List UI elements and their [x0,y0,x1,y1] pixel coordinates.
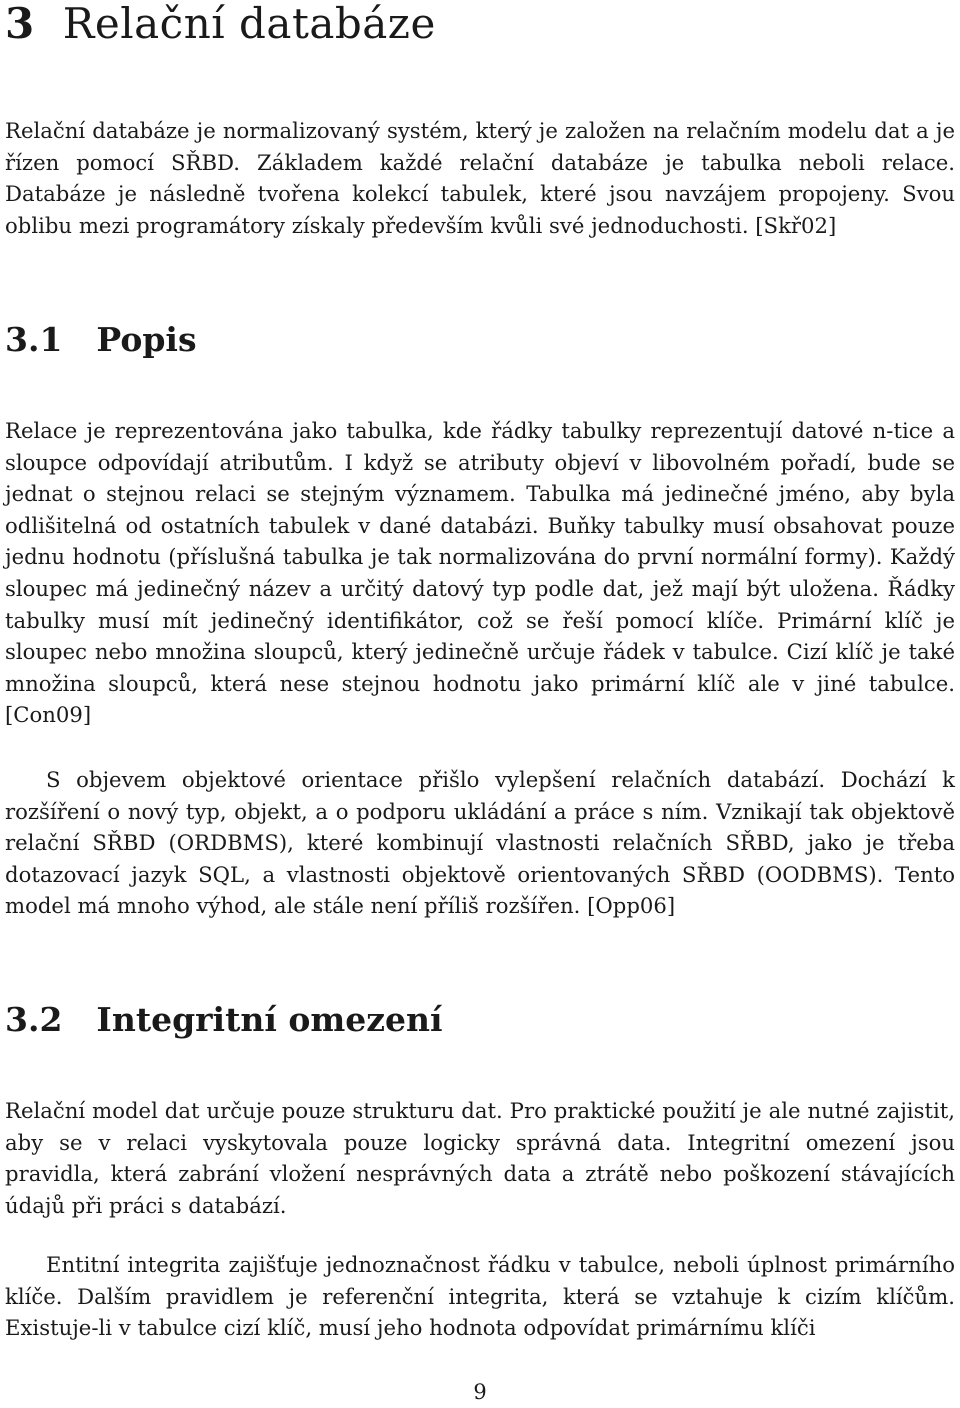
intro-paragraph: Relační databáze je normalizovaný systém, který je založen na relačním modelu dat a je řízen pomocí SŘBD. Základem každé relační databáze je tabulka neboli relace. Databáze je následně tvořena kolekcí tabulek, které jsou navzájem propojeny. Svou oblibu mezi programátory získaly především kvůli své jednoduchosti. [Skř02] [5,118,955,238]
paragraph-integrita-1: Relační model dat určuje pouze strukturu dat. Pro praktické použití je ale nutné zajistit, aby se v relaci vyskytovala pouze logicky správná data. Integritní omezení jsou pravidla, která zabrání vložení nesprávných data a ztrátě nebo poškození stávajících údajů při práci s databází. [5,1098,955,1218]
chapter-number: 3 [5,0,35,48]
chapter-heading [5,2,436,46]
section-number: 3.2 [5,1000,63,1039]
section-title: Integritní omezení [96,1000,443,1039]
paragraph-integrita-2: Entitní integrita zajišťuje jednoznačnost řádku v tabulce, neboli úplnost primárního klíče. Dalším pravidlem je referenční integrita, která se vztahuje k cizím klíčům. Existuje-li v tabulce cizí klíč, musí jeho hodnota odpovídat primárnímu klíči [5,1252,955,1341]
section-heading-popis [5,322,197,358]
paragraph-popis-2: S objevem objektové orientace přišlo vylepšení relačních databází. Dochází k rozšíření o nový typ, objekt, a o podporu ukládání a práce s ním. Vznikají tak objektově relační SŘBD (ORDBMS), které kombinují vlastnosti relačních SŘBD, jako je třeba dotazovací jazyk SQL, a vlastnosti objektově orientovaných SŘBD (OODBMS). Tento model má mnoho výhod, ale stále není příliš rozšířen. [Opp06] [5,767,955,919]
paragraph-popis-1: Relace je reprezentována jako tabulka, kde řádky tabulky reprezentují datové n-tice a sloupce odpovídají atributům. I když se atributy objeví v libovolném pořadí, bude se jednat o stejnou relaci se stejným významem. Tabulka má jedinečné jméno, aby byla odlišitelná od ostatních tabulek v dané databázi. Buňky tabulky musí obsahovat pouze jednu hodnotu (příslušná tabulka je tak normalizována do první normální formy). Každý sloupec má jedinečný název a určitý datový typ podle dat, jež mají být uložena. Řádky tabulky musí mít jedinečný identifikátor, což se řeší pomocí klíče. Primární klíč je sloupec nebo množina sloupců, který jedinečně určuje řádek v tabulce. Cizí klíč je také množina sloupců, která nese stejnou hodnotu jako primární klíč ale v jiné tabulce. [Con09] [5,418,955,728]
section-number: 3.1 [5,320,63,359]
section-heading-integritni-omezeni [5,1002,443,1038]
page-number: 9 [473,1380,487,1404]
section-title: Popis [96,320,197,359]
chapter-title: Relační databáze [62,0,436,48]
